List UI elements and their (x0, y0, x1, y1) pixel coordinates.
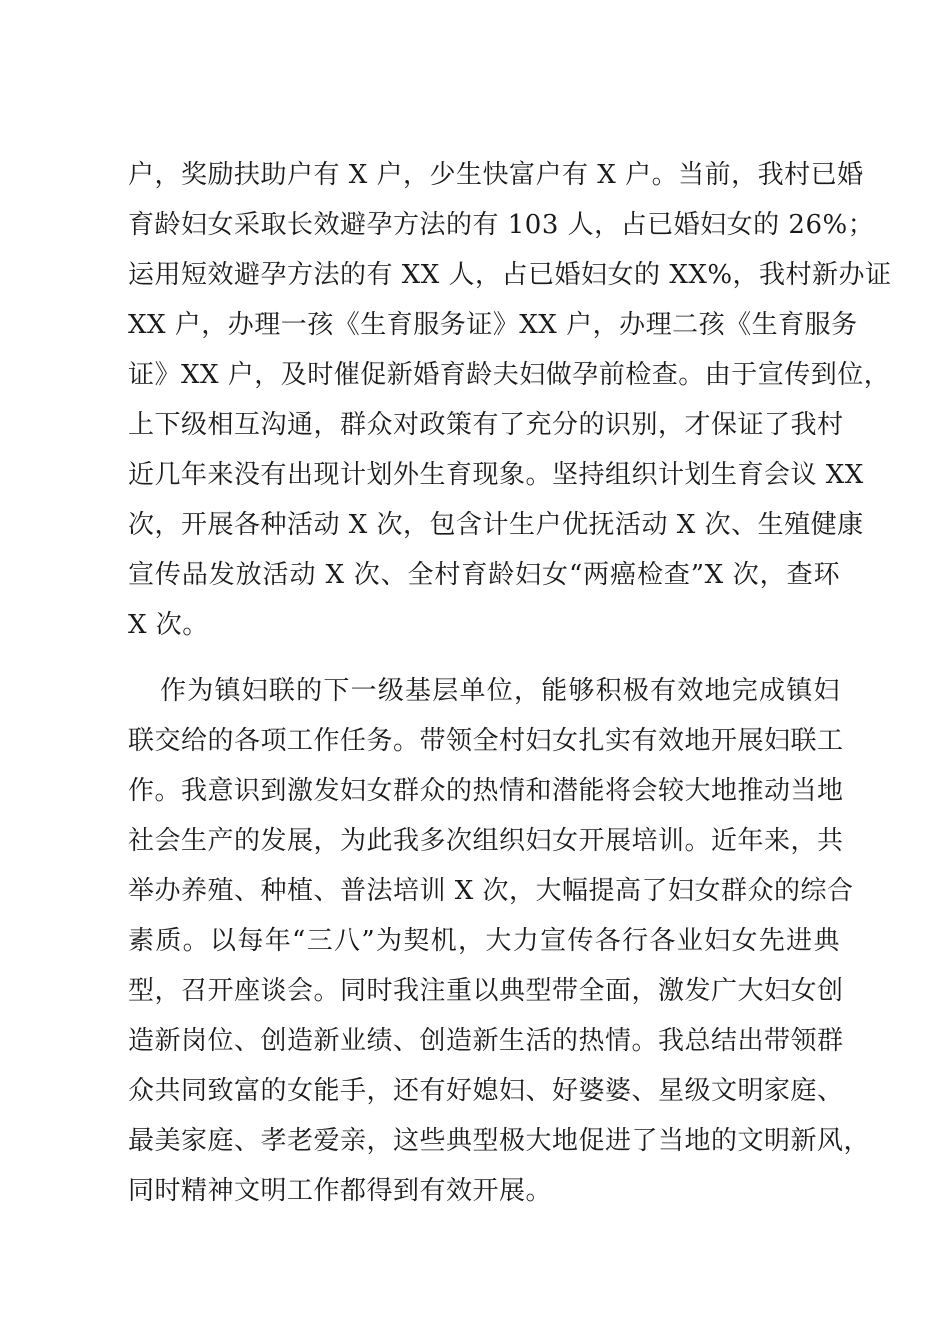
text-line: 众共同致富的女能手，还有好媳妇、好婆婆、星级文明家庭、 (128, 1076, 844, 1106)
text-line: 运用短效避孕方法的有 XX 人，占已婚妇女的 XX%，我村新办证 (128, 260, 892, 290)
text-line: 联交给的各项工作任务。带领全村妇女扎实有效地开展妇联工 (128, 726, 844, 756)
text-line: 素质。以每年“三八”为契机，大力宣传各行各业妇女先进典 (128, 926, 840, 956)
text-line: 最美家庭、孝老爱亲，这些典型极大地促进了当地的文明新风， (128, 1126, 871, 1156)
text-line: 举办养殖、种植、普法培训 X 次，大幅提高了妇女群众的综合 (128, 876, 854, 906)
text-line: 证》XX 户，及时催促新婚育龄夫妇做孕前检查。由于宣传到位， (128, 360, 891, 390)
text-line: 户，奖励扶助户有 X 户，少生快富户有 X 户。当前，我村已婚 (128, 160, 864, 190)
text-line: 同时精神文明工作都得到有效开展。 (128, 1176, 553, 1206)
text-line: 社会生产的发展，为此我多次组织妇女开展培训。近年来，共 (128, 826, 844, 856)
text-line: 型，召开座谈会。同时我注重以典型带全面，激发广大妇女创 (128, 976, 844, 1006)
text-line: 上下级相互沟通，群众对政策有了充分的识别，才保证了我村 (128, 410, 844, 440)
text-line: 作为镇妇联的下一级基层单位，能够积极有效地完成镇妇 (160, 676, 840, 706)
text-line: X 次。 (128, 610, 209, 640)
text-line: 宣传品发放活动 X 次、全村育龄妇女“两癌检查”X 次，查环 (128, 560, 840, 590)
text-line: 近几年来没有出现计划外生育现象。坚持组织计划生育会议 XX (128, 460, 864, 490)
text-line: 造新岗位、创造新业绩、创造新生活的热情。我总结出带领群 (128, 1026, 844, 1056)
text-line: 作。我意识到激发妇女群众的热情和潜能将会较大地推动当地 (128, 776, 844, 806)
text-line: XX 户，办理一孩《生育服务证》XX 户，办理二孩《生育服务 (128, 310, 858, 340)
text-line: 育龄妇女采取长效避孕方法的有 103 人，占已婚妇女的 26%； (128, 210, 875, 240)
text-line: 次，开展各种活动 X 次，包含计生户优抚活动 X 次、生殖健康 (128, 510, 864, 540)
